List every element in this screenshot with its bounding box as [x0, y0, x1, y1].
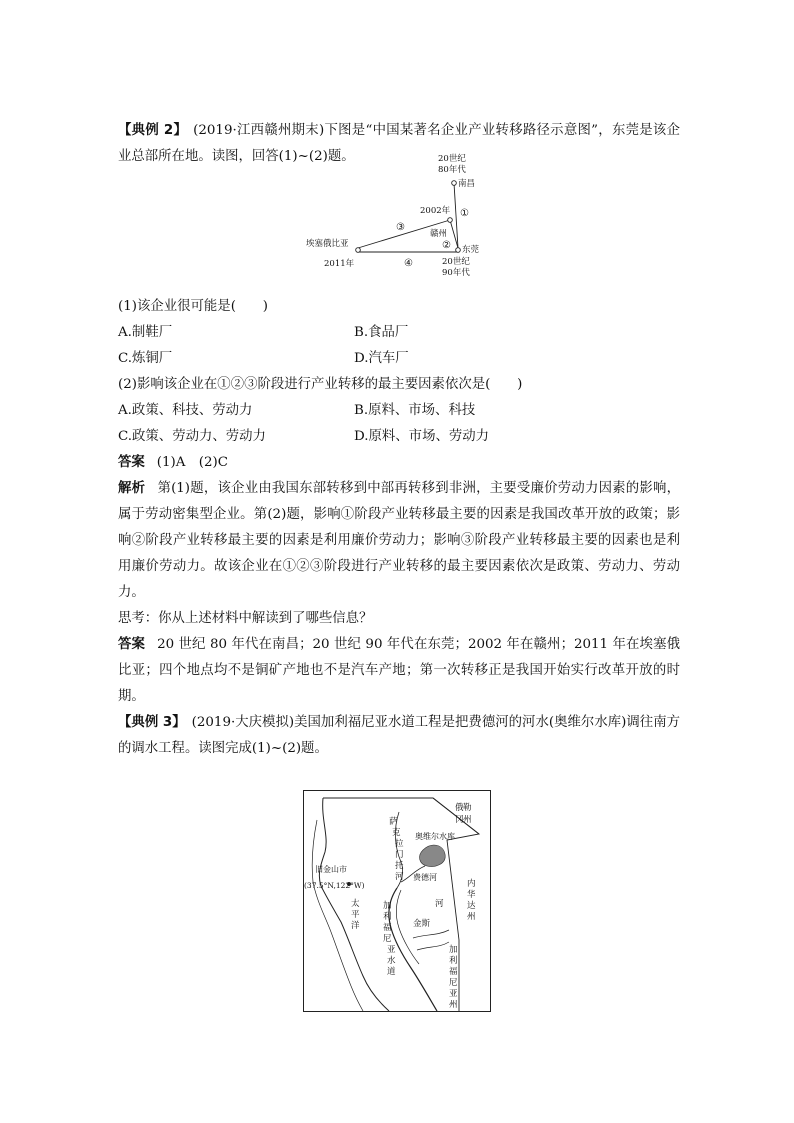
nevada-3: 达: [467, 901, 476, 911]
sf-coord: (37.5°N,122°W): [304, 881, 365, 890]
ethiopia-time: 2011年: [324, 259, 355, 269]
example-3-tag: 【典例 3】: [118, 715, 186, 730]
sacramento-2: 克: [392, 828, 401, 838]
california-4: 尼: [449, 978, 458, 988]
oregon-1: 俄: [455, 803, 464, 813]
oregon-2: 勒: [463, 803, 472, 813]
question-2-options-row-2: [118, 424, 680, 450]
q2-option-b: B.原料、市场、科技: [354, 403, 476, 418]
feather-label: 费德河: [413, 873, 437, 882]
sacramento-6: 河: [395, 872, 404, 882]
example-3-intro: [118, 710, 680, 762]
sf-label: 旧金山市: [315, 865, 347, 874]
answer-2-text: 20 世纪 80 年代在南昌；20 世纪 90 年代在东莞；2002 年在赣州；2011 年在埃塞俄比亚；四个地点均不是铜矿产地也不是汽车产地；第一次转移正是我国开始实行改革开放的时期。: [118, 637, 680, 704]
nevada-1: 内: [467, 879, 476, 889]
ganzhou-label: 赣州: [430, 229, 448, 239]
nanchang-point: [452, 181, 457, 186]
question-2-stem: (2)影响该企业在①②③阶段进行产业转移的最主要因素依次是( ): [118, 377, 523, 392]
dongguan-label: 东莞: [462, 245, 480, 255]
aqueduct-2: 利: [383, 912, 392, 922]
sacramento-4: 门: [395, 850, 404, 860]
aqueduct-3: 福: [383, 923, 392, 933]
california-6: 州: [449, 1000, 458, 1010]
q2-option-a: A.政策、科技、劳动力: [118, 403, 253, 418]
ganzhou-point: [448, 218, 453, 223]
pacific-2: 平: [351, 910, 360, 920]
q1-option-b: B.食品厂: [354, 325, 409, 340]
kings-label: 金斯: [413, 919, 431, 929]
question-1-options-row-2: [118, 346, 680, 372]
q1-option-d: D.汽车厂: [354, 351, 409, 366]
ethiopia-point: [356, 248, 361, 253]
stage-4-mark: ④: [404, 258, 413, 269]
answer-1-label: 答案: [118, 455, 145, 470]
oroville-label: 奥维尔水库: [415, 832, 455, 841]
analysis-label: 解析: [118, 481, 146, 496]
sacramento-1: 萨: [389, 817, 398, 827]
analysis: [118, 476, 680, 606]
dongguan-point: [456, 248, 461, 253]
pacific-3: 洋: [351, 921, 360, 931]
oregon-4: 州: [463, 815, 472, 825]
stage-2-mark: ②: [442, 240, 451, 251]
aqueduct-7: 道: [387, 967, 396, 977]
analysis-text: 第(1)题，该企业由我国东部转移到中部再转移到非洲，主要受廉价劳动力因素的影响，属于劳动密集型企业。第(2)题，影响①阶段产业转移最主要的因素是我国改革开放的政策；影响②阶段产业转移最主要的因素是利用廉价劳动力；影响③阶段产业转移最主要的因素也是利用廉价劳动力。故该企业在①②③阶段进行产业转移的最主要因素依次是政策、劳动力、劳动力。: [118, 481, 681, 600]
example-2-tag: 【典例 2】: [118, 123, 188, 138]
nevada-2: 华: [467, 890, 476, 900]
aqueduct-6: 水: [387, 956, 396, 966]
ganzhou-time: 2002年: [420, 206, 451, 216]
think-question: 思考：你从上述材料中解读到了哪些信息？: [118, 611, 373, 626]
ethiopia-label: 埃塞俄比亚: [306, 239, 349, 249]
q2-option-c: C.政策、劳动力、劳动力: [118, 429, 266, 444]
sacramento-3: 拉: [395, 839, 404, 849]
aqueduct-5: 亚: [387, 945, 396, 955]
q1-option-a: A.制鞋厂: [118, 325, 173, 340]
oregon-3: 冈: [455, 815, 464, 825]
question-1-stem: (1)该企业很可能是( ): [118, 299, 268, 314]
aqueduct-4: 尼: [383, 934, 392, 944]
pacific-1: 太: [351, 899, 360, 909]
question-1-options-row-1: [118, 320, 680, 346]
answer-2: [118, 632, 680, 710]
answer-1-text: (1)A (2)C: [156, 455, 229, 470]
nanchang-time-2: 80年代: [438, 165, 466, 175]
question-2-options-row-1: [118, 398, 680, 424]
sacramento-5: 托: [395, 861, 404, 871]
nanchang-time-1: 20世纪: [438, 154, 466, 164]
answer-1: [118, 450, 680, 476]
aqueduct-1: 加: [383, 901, 392, 911]
q1-option-c: C.炼铜厂: [118, 351, 173, 366]
california-2: 利: [449, 956, 458, 966]
stage-1-mark: ①: [460, 208, 469, 219]
dongguan-time-2: 90年代: [442, 268, 470, 278]
california-1: 加: [449, 945, 458, 955]
nanchang-label: 南昌: [458, 179, 476, 189]
kings-he-label: 河: [435, 899, 444, 909]
q2-option-d: D.原料、市场、劳动力: [354, 429, 490, 444]
transfer-path-diagram: [300, 150, 500, 285]
california-5: 亚: [449, 989, 458, 999]
path-line-1: [454, 183, 458, 248]
example-2-text: (2019·江西赣州期末)下图是“中国某著名企业产业转移路径示意图”，东莞是该企业总部所在地。读图，回答(1)~(2)题。: [118, 123, 680, 164]
questions-block: [118, 294, 680, 762]
california-3: 福: [449, 967, 458, 977]
answer-2-label: 答案: [118, 637, 146, 652]
dongguan-time-1: 20世纪: [442, 257, 470, 267]
example-3-text: (2019·大庆模拟)美国加利福尼亚水道工程是把费德河的河水(奥维尔水库)调往南方的调水工程。读图完成(1)~(2)题。: [118, 715, 680, 756]
stage-3-mark: ③: [396, 222, 405, 233]
nevada-4: 州: [467, 912, 476, 922]
california-aqueduct-map: [303, 790, 491, 1012]
